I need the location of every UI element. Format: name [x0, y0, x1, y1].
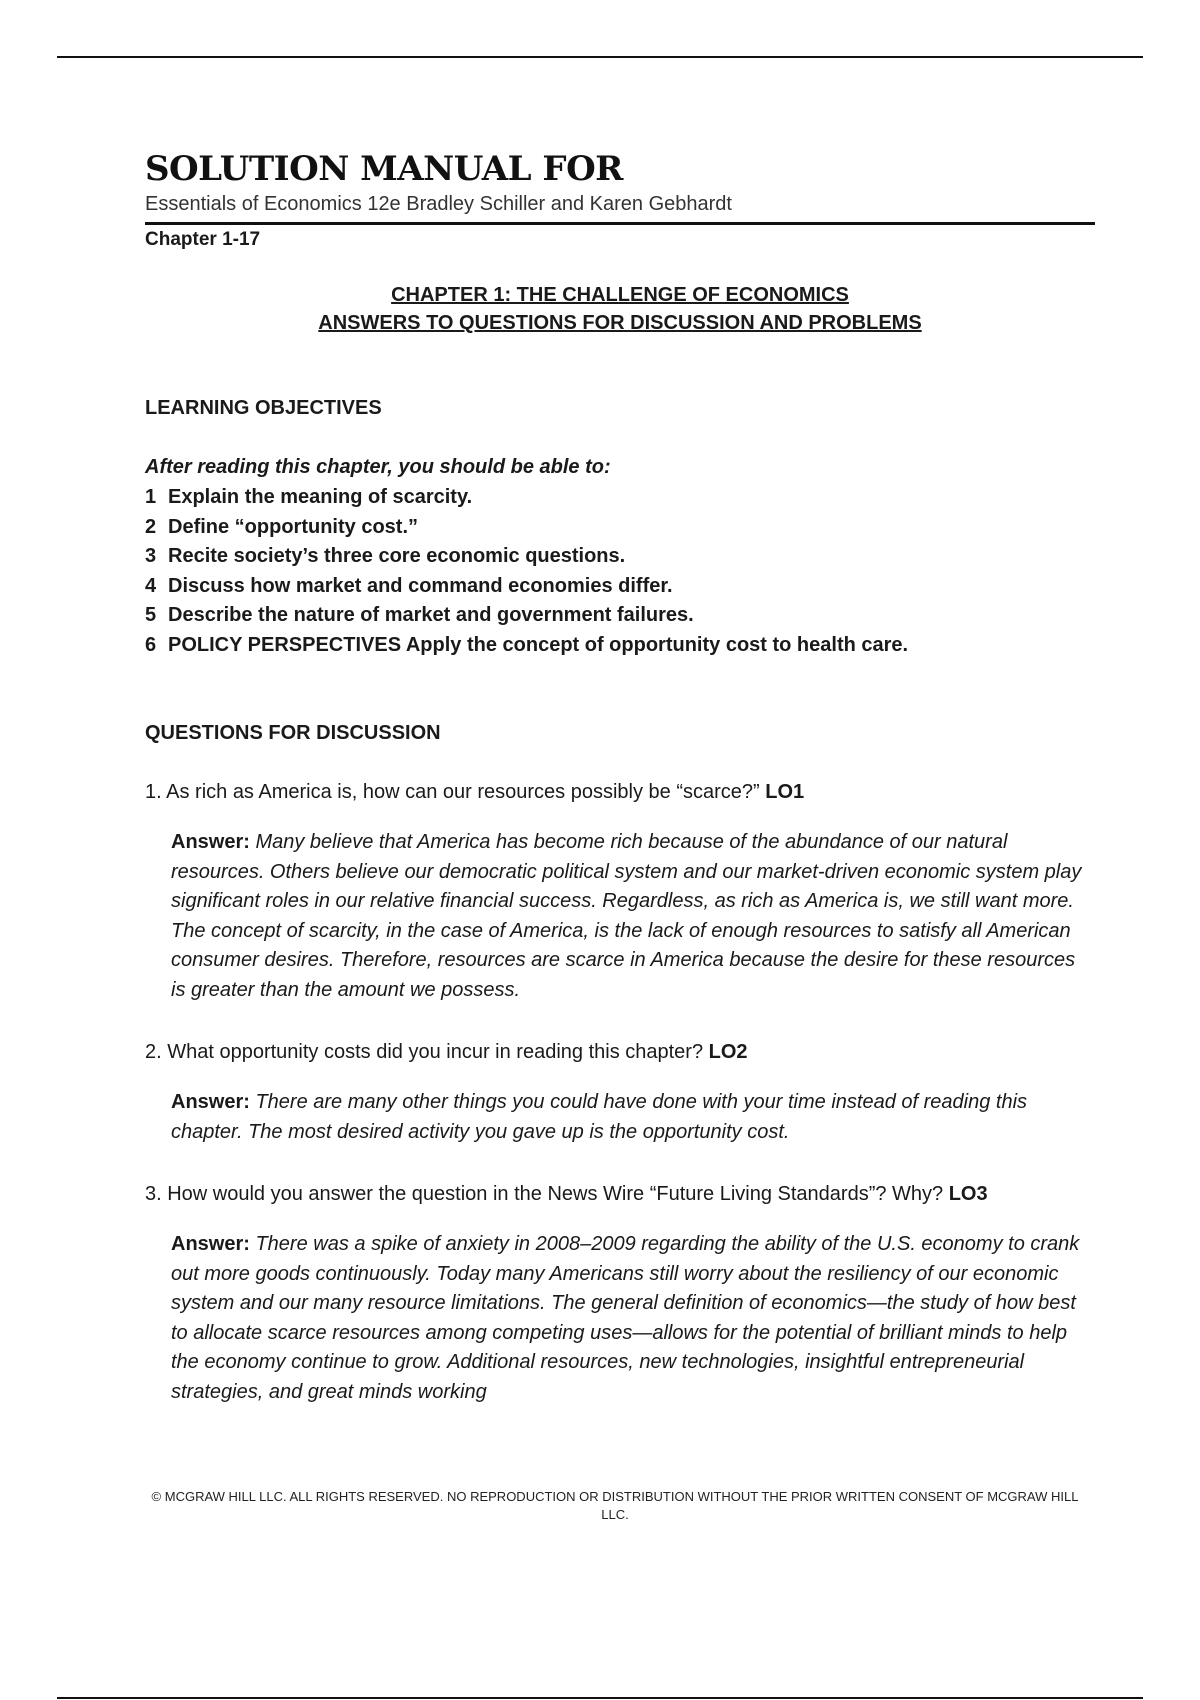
chapter-subtitle: ANSWERS TO QUESTIONS FOR DISCUSSION AND PROBLEMS — [318, 312, 922, 335]
objective-item — [145, 601, 1095, 631]
objective-number: 5 — [145, 604, 157, 627]
objective-item — [145, 483, 1095, 513]
learning-objectives-list — [145, 483, 1095, 660]
answer-2 — [171, 1088, 1095, 1147]
question-3 — [145, 1183, 1095, 1206]
objective-text: Explain the meaning of scarcity. — [168, 486, 473, 509]
objective-item — [145, 572, 1095, 602]
objective-text: POLICY PERSPECTIVES Apply the concept of opportunity cost to health care. — [168, 633, 909, 656]
answer-1 — [171, 828, 1095, 1005]
question-text: 3. How would you answer the question in the News Wire “Future Living Standards”? Why? — [145, 1183, 944, 1206]
bottom-divider — [57, 1697, 1143, 1699]
objective-number: 1 — [145, 486, 157, 509]
objective-text: Recite society’s three core economic questions. — [168, 545, 626, 568]
question-2 — [145, 1041, 1095, 1064]
answer-text: There was a spike of anxiety in 2008–2009 regarding the ability of the U.S. economy to crank out more goods continuously. Today many Americans still worry about the resiliency of our economic system and our many resource limitations. The general definition of economics—the study of how best to allocate scarce resources among competing uses—allows for the potential of brilliant minds to help the economy continue to grow. Additional resources, new technologies, insightful entrepreneurial strategies, and great minds working — [171, 1233, 1080, 1403]
answer-text: There are many other things you could have done with your time instead of reading this chapter. The most desired activity you gave up is the opportunity cost. — [171, 1091, 1028, 1143]
answer-label: Answer: — [171, 831, 250, 854]
chapter-heading — [145, 281, 1095, 337]
question-1 — [145, 781, 1095, 804]
discussion-title: QUESTIONS FOR DISCUSSION — [145, 722, 441, 745]
learning-objective-tag: LO2 — [708, 1041, 748, 1064]
document-page — [145, 150, 1095, 1407]
objective-item — [145, 513, 1095, 543]
question-text: 2. What opportunity costs did you incur in reading this chapter? — [145, 1041, 704, 1064]
objective-number: 2 — [145, 515, 157, 538]
chapter-title: CHAPTER 1: THE CHALLENGE OF ECONOMICS — [391, 284, 849, 307]
header-divider — [145, 222, 1095, 225]
objective-item — [145, 631, 1095, 661]
objective-item — [145, 542, 1095, 572]
learning-objective-tag: LO1 — [765, 781, 805, 804]
answer-label: Answer: — [171, 1233, 250, 1256]
objective-number: 6 — [145, 633, 157, 656]
objective-number: 4 — [145, 574, 157, 597]
objective-text: Discuss how market and command economies differ. — [168, 574, 673, 597]
top-divider — [57, 56, 1143, 58]
learning-objectives-intro: After reading this chapter, you should be able to: — [145, 456, 611, 479]
objective-text: Describe the nature of market and government failures. — [168, 604, 694, 627]
objective-number: 3 — [145, 545, 157, 568]
chapter-range: Chapter 1-17 — [145, 229, 261, 251]
objective-text: Define “opportunity cost.” — [168, 515, 418, 538]
answer-text: Many believe that America has become rich because of the abundance of our natural resources. Others believe our democratic political system and our market-driven economic system play significant roles in our relative financial success. Regardless, as rich as America is, we still want more. The concept of scarcity, in the case of America, is the lack of enough resources to satisfy all American consumer desires. Therefore, resources are scarce in America because the desire for these resources is greater than the amount we possess. — [171, 831, 1082, 1001]
book-subtitle: Essentials of Economics 12e Bradley Schiller and Karen Gebhardt — [145, 193, 732, 216]
answer-3 — [171, 1230, 1095, 1407]
learning-objectives-title: LEARNING OBJECTIVES — [145, 397, 382, 420]
copyright-footer: © MCGRAW HILL LLC. ALL RIGHTS RESERVED. NO REPRODUCTION OR DISTRIBUTION WITHOUT THE PRIOR WRITTEN CONSENT OF MCGRAW HILL LLC. — [151, 1489, 1079, 1522]
learning-objective-tag: LO3 — [948, 1183, 988, 1206]
question-text: 1. As rich as America is, how can our resources possibly be “scarce?” — [145, 781, 760, 804]
answer-label: Answer: — [171, 1091, 250, 1114]
document-title: SOLUTION MANUAL FOR — [145, 149, 623, 189]
